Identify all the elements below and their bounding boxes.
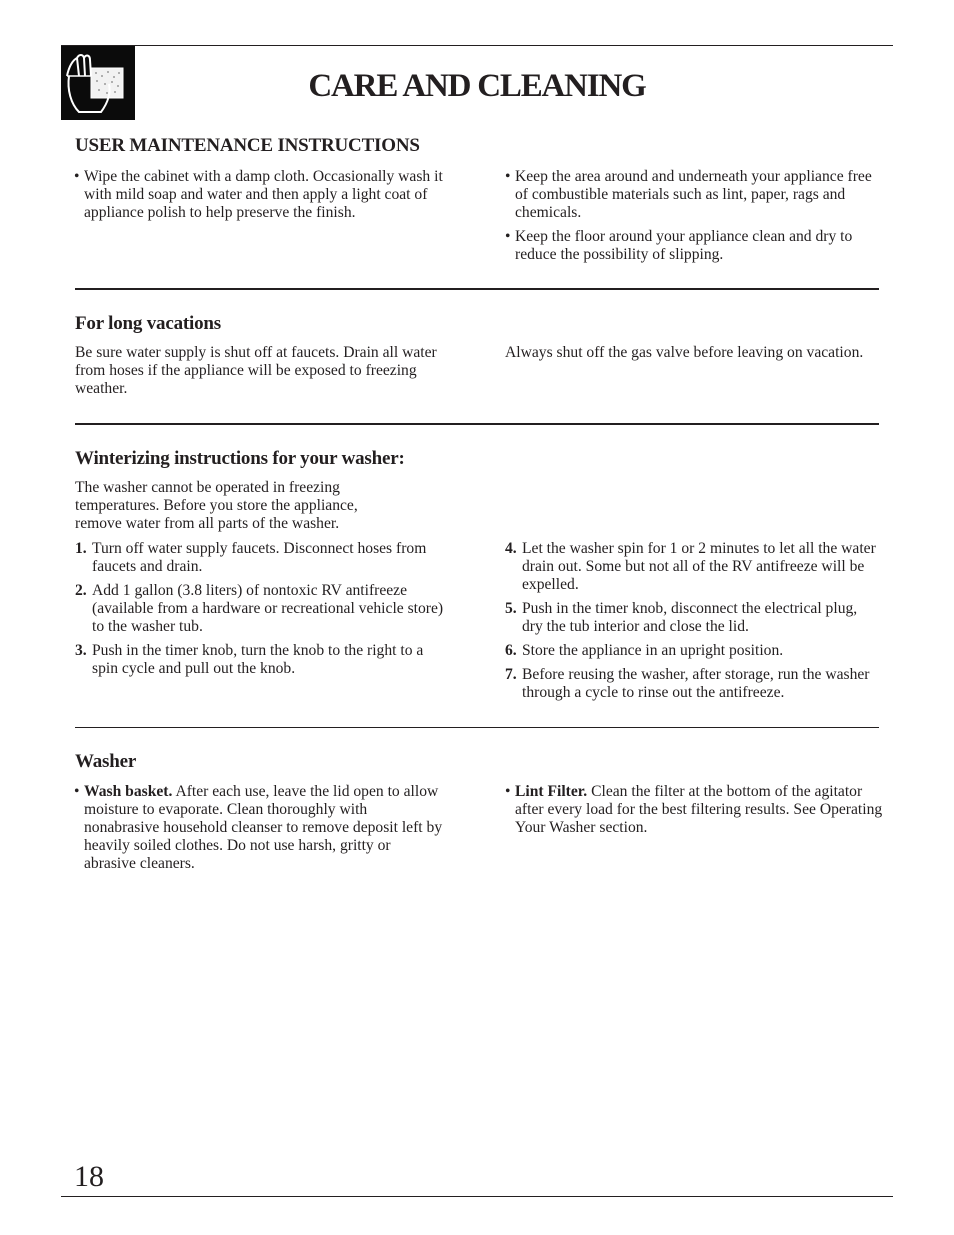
step-item xyxy=(75,642,447,678)
step-item xyxy=(75,540,447,576)
bullet-marker: • xyxy=(74,168,80,185)
list-item-text: Keep the area around and underneath your appliance free of combustible materials such as lint, paper, rags and chemicals. xyxy=(515,168,872,221)
step-item xyxy=(505,642,877,660)
section-divider xyxy=(75,727,879,728)
step-number: 2. xyxy=(75,582,87,599)
winterizing-steps-left xyxy=(75,540,447,684)
winterizing-intro: The washer cannot be operated in freezing temperatures. Before you store the appliance, remove water from all parts of the washer. xyxy=(75,479,358,532)
washer-heading: Washer xyxy=(75,751,137,772)
vacations-right-text: Always shut off the gas valve before leaving on vacation. xyxy=(505,344,864,361)
list-item xyxy=(74,783,446,873)
washer-left-column xyxy=(74,783,446,879)
list-item xyxy=(505,228,883,264)
lint-filter-label: Lint Filter. xyxy=(515,783,588,800)
vacations-left-text: Be sure water supply is shut off at faucets. Drain all water from hoses if the appliance will be exposed to freezing weather. xyxy=(75,344,437,397)
top-rule xyxy=(61,45,893,46)
step-text: Turn off water supply faucets. Disconnect hoses from faucets and drain. xyxy=(92,540,427,575)
vacations-heading: For long vacations xyxy=(75,313,221,334)
wash-basket-text: After each use, leave the lid open to allow moisture to evaporate. Clean thoroughly with nonabrasive household cleanser to remove deposit left by heavily soiled clothes. Do not use harsh, gritty or abrasive cleaners. xyxy=(84,783,443,872)
user-maintenance-left-column xyxy=(74,168,446,228)
list-item xyxy=(505,168,883,222)
step-text: Add 1 gallon (3.8 liters) of nontoxic RV antifreeze (available from a hardware or recreational vehicle store) to the washer tub. xyxy=(92,582,444,635)
step-text: Store the appliance in an upright position. xyxy=(522,642,784,659)
step-text: Push in the timer knob, disconnect the electrical plug, dry the tub interior and close the lid. xyxy=(522,600,858,635)
step-text: Before reusing the washer, after storage, run the washer through a cycle to rinse out the antifreeze. xyxy=(522,666,870,701)
lint-filter-text: Clean the filter at the bottom of the agitator after every load for the best filtering results. See Operating Your Washer section. xyxy=(515,783,883,836)
step-number: 4. xyxy=(505,540,517,557)
page-title: CARE AND CLEANING xyxy=(308,68,646,104)
section-divider xyxy=(75,423,879,425)
user-maintenance-heading: USER MAINTENANCE INSTRUCTIONS xyxy=(75,135,420,156)
bullet-marker: • xyxy=(505,168,511,185)
step-text: Push in the timer knob, turn the knob to the right to a spin cycle and pull out the knob. xyxy=(92,642,424,677)
step-number: 5. xyxy=(505,600,517,617)
list-item xyxy=(74,168,446,222)
bottom-rule xyxy=(61,1196,893,1197)
list-item xyxy=(505,783,883,837)
winterizing-steps-right xyxy=(505,540,877,708)
section-divider xyxy=(75,288,879,290)
list-item-text: Keep the floor around your appliance clean and dry to reduce the possibility of slipping. xyxy=(515,228,853,263)
step-number: 3. xyxy=(75,642,87,659)
step-number: 7. xyxy=(505,666,517,683)
step-number: 6. xyxy=(505,642,517,659)
step-item xyxy=(505,540,877,594)
page-number: 18 xyxy=(74,1160,104,1193)
bullet-marker: • xyxy=(505,228,511,245)
user-maintenance-right-column xyxy=(505,168,883,270)
step-number: 1. xyxy=(75,540,87,557)
bullet-marker: • xyxy=(74,783,80,800)
step-item xyxy=(505,600,877,636)
step-item xyxy=(505,666,877,702)
washer-right-column xyxy=(505,783,883,843)
wash-basket-label: Wash basket. xyxy=(84,783,173,800)
winterizing-heading: Winterizing instructions for your washer: xyxy=(75,448,405,469)
bullet-marker: • xyxy=(505,783,511,800)
step-item xyxy=(75,582,447,636)
list-item-text: Wipe the cabinet with a damp cloth. Occasionally wash it with mild soap and water and then apply a light coat of appliance polish to help preserve the finish. xyxy=(84,168,443,221)
step-text: Let the washer spin for 1 or 2 minutes to let all the water drain out. Some but not all of the RV antifreeze will be expelled. xyxy=(522,540,876,593)
